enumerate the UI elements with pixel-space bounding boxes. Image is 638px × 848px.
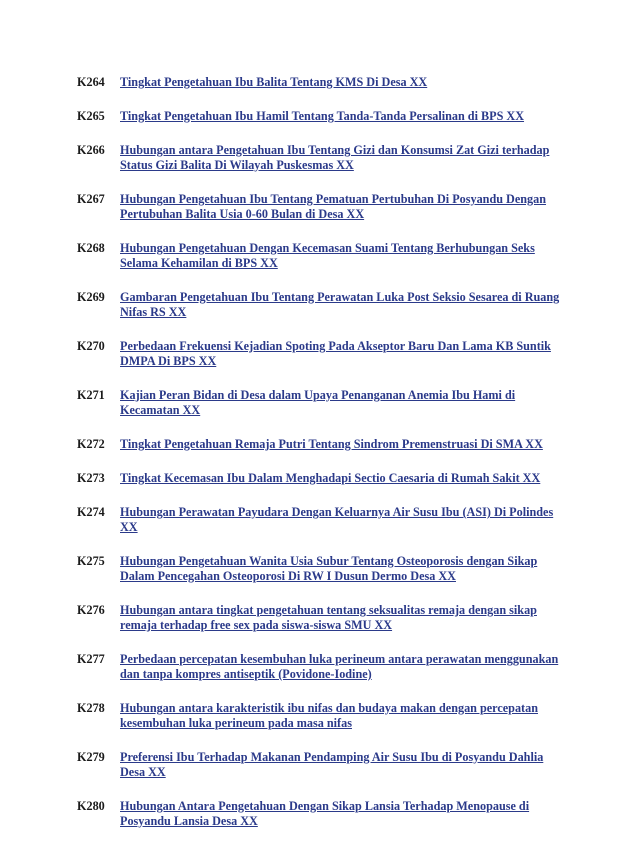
entry-code: K271 [77,388,105,402]
list-item [77,290,577,320]
list-item [77,192,577,222]
entry-title-link[interactable]: Hubungan Pengetahuan Wanita Usia Subur Tentang Osteoporosis dengan Sikap Dalam Pencegahan Osteoporosi Di RW I Dusun Dermo Desa XX [120,554,538,583]
entry-title-link[interactable]: Hubungan Pengetahuan Ibu Tentang Pematuan Pertubuhan Di Posyandu Dengan Pertubuhan Balita Usia 0-60 Bulan di Desa XX [120,192,547,221]
entry-code: K265 [77,109,105,123]
entry-code: K267 [77,192,105,206]
entry-title-link[interactable]: Hubungan antara karakteristik ibu nifas dan budaya makan dengan percepatan kesembuhan luka perineum pada masa nifas [120,701,538,730]
entry-code: K273 [77,471,105,485]
entry-code: K277 [77,652,105,666]
list-item [77,554,577,584]
entry-code: K274 [77,505,105,519]
entry-code: K270 [77,339,105,353]
list-item [77,471,577,486]
list-item [77,505,577,535]
list-item [77,241,577,271]
entry-title-link[interactable]: Hubungan Antara Pengetahuan Dengan Sikap Lansia Terhadap Menopause di Posyandu Lansia Desa XX [120,799,530,828]
entry-title-link[interactable]: Preferensi Ibu Terhadap Makanan Pendamping Air Susu Ibu di Posyandu Dahlia Desa XX [120,750,544,779]
list-item [77,339,577,369]
entry-title-link[interactable]: Hubungan antara tingkat pengetahuan tentang seksualitas remaja dengan sikap remaja terhadap free sex pada siswa-siswa SMU XX [120,603,537,632]
entry-title-link[interactable]: Tingkat Pengetahuan Remaja Putri Tentang Sindrom Premenstruasi Di SMA XX [120,437,543,451]
entry-title-link[interactable]: Gambaran Pengetahuan Ibu Tentang Perawatan Luka Post Seksio Sesarea di Ruang Nifas RS XX [120,290,560,319]
list-item [77,799,577,829]
entry-code: K279 [77,750,105,764]
entry-title-link[interactable]: Perbedaan percepatan kesembuhan luka perineum antara perawatan menggunakan dan tanpa kompres antiseptik (Povidone-Iodine) [120,652,559,681]
list-item [77,750,577,780]
entry-code: K276 [77,603,105,617]
entry-code: K268 [77,241,105,255]
entry-title-link[interactable]: Tingkat Pengetahuan Ibu Hamil Tentang Tanda-Tanda Persalinan di BPS XX [120,109,525,123]
list-item [77,603,577,633]
list-item [77,109,577,124]
entry-code: K278 [77,701,105,715]
entry-code: K269 [77,290,105,304]
list-item [77,75,577,90]
entry-code: K264 [77,75,105,89]
list-item [77,652,577,682]
entry-code: K272 [77,437,105,451]
entry-code: K275 [77,554,105,568]
entry-title-link[interactable]: Tingkat Pengetahuan Ibu Balita Tentang KMS Di Desa XX [120,75,428,89]
entry-title-link[interactable]: Hubungan Perawatan Payudara Dengan Keluarnya Air Susu Ibu (ASI) Di Polindes XX [120,505,554,534]
entry-code: K266 [77,143,105,157]
entry-title-link[interactable]: Kajian Peran Bidan di Desa dalam Upaya Penanganan Anemia Ibu Hami di Kecamatan XX [120,388,516,417]
entry-title-link[interactable]: Perbedaan Frekuensi Kejadian Spoting Pada Akseptor Baru Dan Lama KB Suntik DMPA Di BPS XX [120,339,551,368]
entry-code: K280 [77,799,105,813]
entry-list [77,75,577,848]
list-item [77,437,577,452]
list-item [77,143,577,173]
entry-title-link[interactable]: Tingkat Kecemasan Ibu Dalam Menghadapi Sectio Caesaria di Rumah Sakit XX [120,471,541,485]
entry-title-link[interactable]: Hubungan Pengetahuan Dengan Kecemasan Suami Tentang Berhubungan Seks Selama Kehamilan di BPS XX [120,241,535,270]
entry-title-link[interactable]: Hubungan antara Pengetahuan Ibu Tentang Gizi dan Konsumsi Zat Gizi terhadap Status Gizi Balita Di Wilayah Puskesmas XX [120,143,550,172]
list-item [77,701,577,731]
list-item [77,388,577,418]
